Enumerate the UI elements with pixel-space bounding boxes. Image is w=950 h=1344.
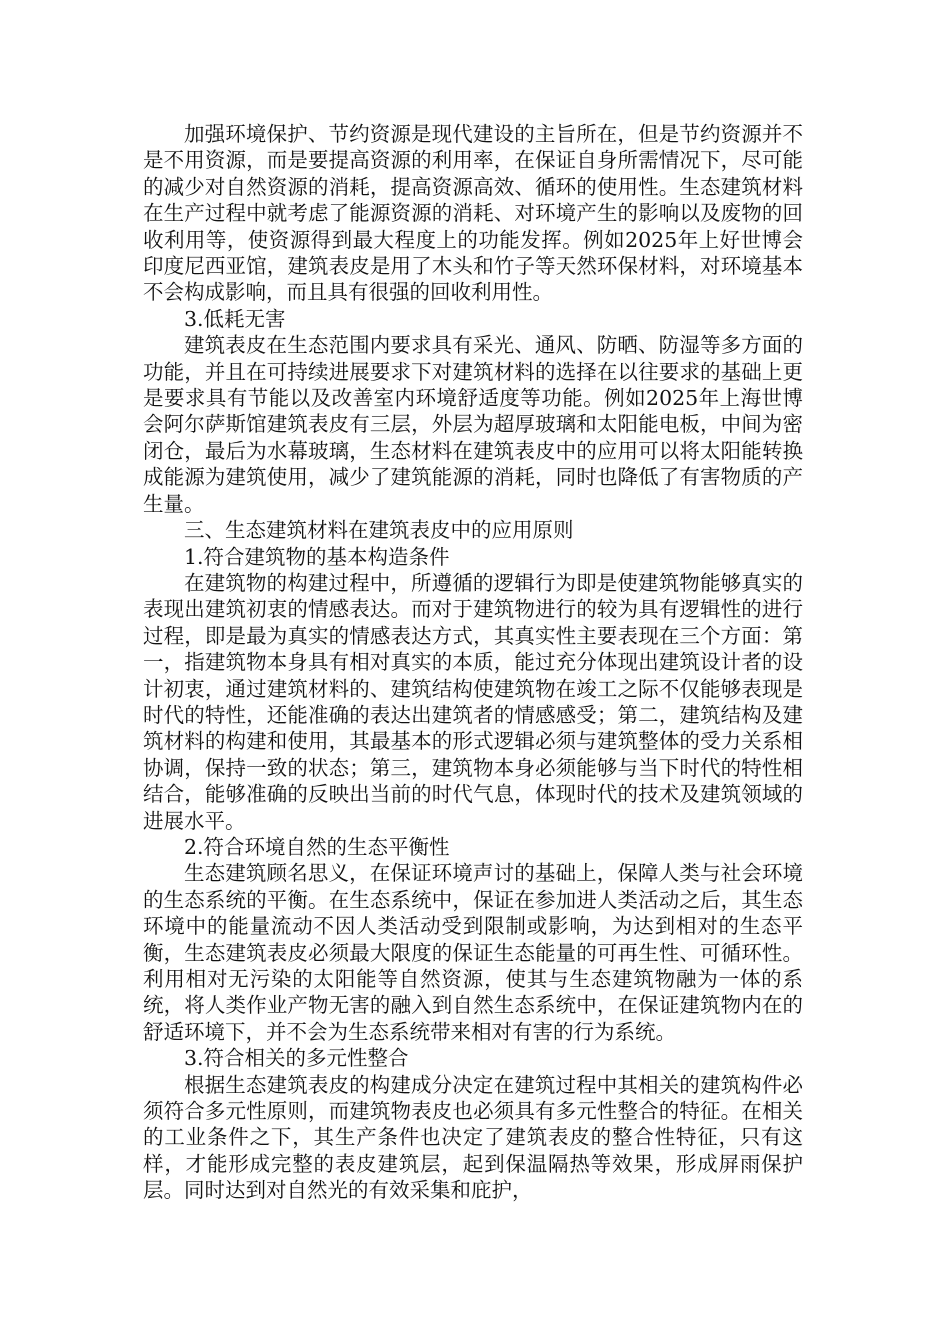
- heading-section-three: 三、生态建筑材料在建筑表皮中的应用原则: [184, 518, 574, 543]
- heading-ecological-balance: 2.符合环境自然的生态平衡性: [184, 834, 450, 859]
- heading-multi-integration: 3.符合相关的多元性整合: [184, 1046, 409, 1071]
- paragraph-building-skin-functions: 建筑表皮在生态范围内要求具有采光、通风、防晒、防湿等多方面的功能，并且在可持续进展要求下对建筑材料的选择在以往要求的基础上更是要求具有节能以及改善室内环境舒适度等功能。例如2025年上海世博会阿尔萨斯馆建筑表皮有三层，外层为超厚玻璃和太阳能电板，中间为密闭仓，最后为水幕玻璃，生态材料在建筑表皮中的应用可以将太阳能转换成能源为建筑使用，减少了建筑能源的消耗，同时也降低了有害物质的产生量。: [143, 333, 803, 516]
- paragraph-resource-saving: 加强环境保护、节约资源是现代建设的主旨所在，但是节约资源并不是不用资源，而是要提高资源的利用率，在保证自身所需情况下，尽可能的减少对自然资源的消耗，提高资源高效、循环的使用性。生态建筑材料在生产过程中就考虑了能源资源的消耗、对环境产生的影响以及废物的回收利用等，使资源得到最大程度上的功能发挥。例如2025年上好世博会印度尼西亚馆，建筑表皮是用了木头和竹子等天然环保材料，对环境基本不会构成影响，而且具有很强的回收利用性。: [143, 122, 803, 305]
- heading-construction-conditions: 1.符合建筑物的基本构造条件: [184, 544, 450, 569]
- heading-low-consumption: 3.低耗无害: [184, 306, 286, 331]
- paragraph-construction-logic: 在建筑物的构建过程中，所遵循的逻辑行为即是使建筑物能够真实的表现出建筑初衷的情感表达。而对于建筑物进行的较为具有逻辑性的进行过程，即是最为真实的情感表达方式，其真实性主要表现在三个方面：第一，指建筑物本身具有相对真实的本质，能过充分体现出建筑设计者的设计初衷，通过建筑材料的、建筑结构使建筑物在竣工之际不仅能够表现是时代的特性，还能准确的表达出建筑者的情感感受；第二，建筑结构及建筑材料的构建和使用，其最基本的形式逻辑必须与建筑整体的受力关系相协调，保持一致的状态；第三，建筑物本身必须能够与当下时代的特性相结合，能够准确的反映出当前的时代气息，体现时代的技术及建筑领域的进展水平。: [143, 570, 803, 833]
- paragraph-multi-integration: 根据生态建筑表皮的构建成分决定在建筑过程中其相关的建筑构件必须符合多元性原则，而建筑物表皮也必须具有多元性整合的特征。在相关的工业条件之下，其生产条件也决定了建筑表皮的整合性特征，只有这样，才能形成完整的表皮建筑层，起到保温隔热等效果，形成屏雨保护层。同时达到对自然光的有效采集和庇护，: [143, 1072, 803, 1203]
- paragraph-ecological-balance: 生态建筑顾名思义，在保证环境声讨的基础上，保障人类与社会环境的生态系统的平衡。在生态系统中，保证在参加进人类活动之后，其生态环境中的能量流动不因人类活动受到限制或影响，为达到相对的生态平衡，生态建筑表皮必须最大限度的保证生态能量的可再生性、可循环性。利用相对无污染的太阳能等自然资源，使其与生态建筑物融为一体的系统，将人类作业产物无害的融入到自然生态系统中，在保证建筑物内在的舒适环境下，并不会为生态系统带来相对有害的行为系统。: [143, 861, 803, 1044]
- document-body: [143, 121, 803, 1204]
